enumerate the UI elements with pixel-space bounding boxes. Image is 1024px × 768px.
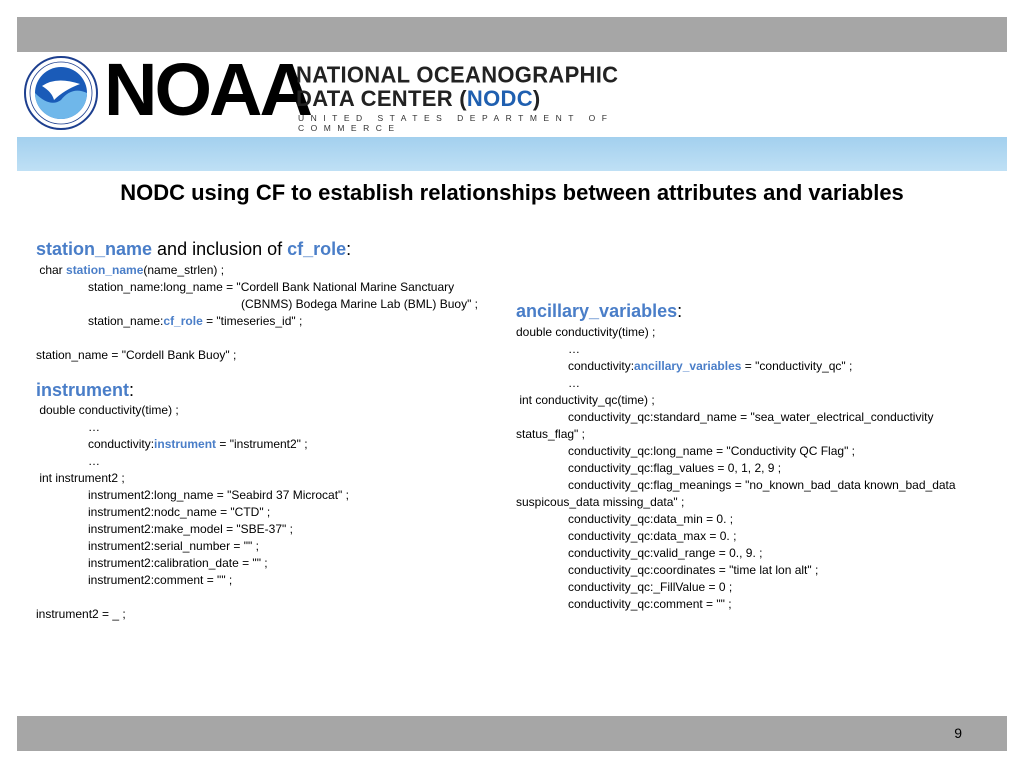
top-bar xyxy=(17,17,1007,52)
code-line: station_name:long_name = "Cordell Bank National Marine Sanctuary xyxy=(88,280,455,294)
spacer xyxy=(36,330,506,347)
code-line: instrument2:comment = "" ; xyxy=(88,573,233,587)
code-line: conductivity_qc:flag_meanings = "no_known_bad_data known_bad_data xyxy=(568,478,956,492)
noaa-wordmark: NOAA xyxy=(104,48,310,131)
code-line: conductivity:instrument = "instrument2" ; xyxy=(88,437,308,451)
right-column xyxy=(516,300,1006,613)
code-line: (CBNMS) Bodega Marine Lab (BML) Buoy" ; xyxy=(241,297,479,311)
code-line: instrument2:nodc_name = "CTD" ; xyxy=(88,505,271,519)
code-line: conductivity_qc:standard_name = "sea_water_electrical_conductivity xyxy=(568,410,934,424)
spacer xyxy=(36,589,506,606)
code-line: … xyxy=(88,420,100,434)
code-line: conductivity_qc:_FillValue = 0 ; xyxy=(568,580,733,594)
code-line: conductivity_qc:long_name = "Conductivity QC Flag" ; xyxy=(568,444,855,458)
code-line: conductivity_qc:data_max = 0. ; xyxy=(568,529,737,543)
code-line: conductivity:ancillary_variables = "conductivity_qc" ; xyxy=(568,359,853,373)
code-line: station_name = "Cordell Bank Buoy" ; xyxy=(36,348,237,362)
org-name-line2: DATA CENTER (NODC) xyxy=(296,86,541,111)
nodc-acronym: NODC xyxy=(466,86,533,111)
code-line: status_flag" ; xyxy=(516,427,585,441)
code-line: station_name:cf_role = "timeseries_id" ; xyxy=(88,314,303,328)
code-line: char station_name(name_strlen) ; xyxy=(36,263,225,277)
header-band xyxy=(17,137,1007,171)
code-line: instrument2:make_model = "SBE-37" ; xyxy=(88,522,293,536)
code-line: conductivity_qc:data_min = 0. ; xyxy=(568,512,734,526)
code-line: double conductivity(time) ; xyxy=(516,325,656,339)
code-line: suspicous_data missing_data" ; xyxy=(516,495,685,509)
section-heading-ancillary-variables: ancillary_variables: xyxy=(516,301,683,321)
bottom-bar xyxy=(17,716,1007,751)
noaa-seal-icon xyxy=(24,56,98,130)
code-line: conductivity_qc:valid_range = 0., 9. ; xyxy=(568,546,763,560)
code-line: … xyxy=(568,342,580,356)
section-heading-instrument: instrument: xyxy=(36,380,135,400)
org-name-line1: NATIONAL OCEANOGRAPHIC xyxy=(296,61,619,88)
code-line: conductivity_qc:flag_values = 0, 1, 2, 9 ; xyxy=(568,461,782,475)
noaa-nodc-logo xyxy=(24,48,704,134)
code-line: instrument2:calibration_date = "" ; xyxy=(88,556,268,570)
code-line: conductivity_qc:coordinates = "time lat lon alt" ; xyxy=(568,563,819,577)
code-line: instrument2:serial_number = "" ; xyxy=(88,539,259,553)
page-number: 9 xyxy=(954,725,962,741)
left-column xyxy=(36,238,506,623)
code-line: double conductivity(time) ; xyxy=(36,403,179,417)
org-department-line: UNITED STATES DEPARTMENT OF COMMERCE xyxy=(298,113,614,133)
code-line: instrument2 = _ ; xyxy=(36,607,126,621)
slide-title: NODC using CF to establish relationships between attributes and variables xyxy=(120,180,904,205)
code-line: int conductivity_qc(time) ; xyxy=(516,393,655,407)
code-line: int instrument2 ; xyxy=(36,471,125,485)
code-line: … xyxy=(568,376,580,390)
code-line: conductivity_qc:comment = "" ; xyxy=(568,597,732,611)
code-line: instrument2:long_name = "Seabird 37 Microcat" ; xyxy=(88,488,349,502)
code-line: … xyxy=(88,454,100,468)
section-heading-station-name: station_name and inclusion of cf_role: xyxy=(36,239,352,259)
